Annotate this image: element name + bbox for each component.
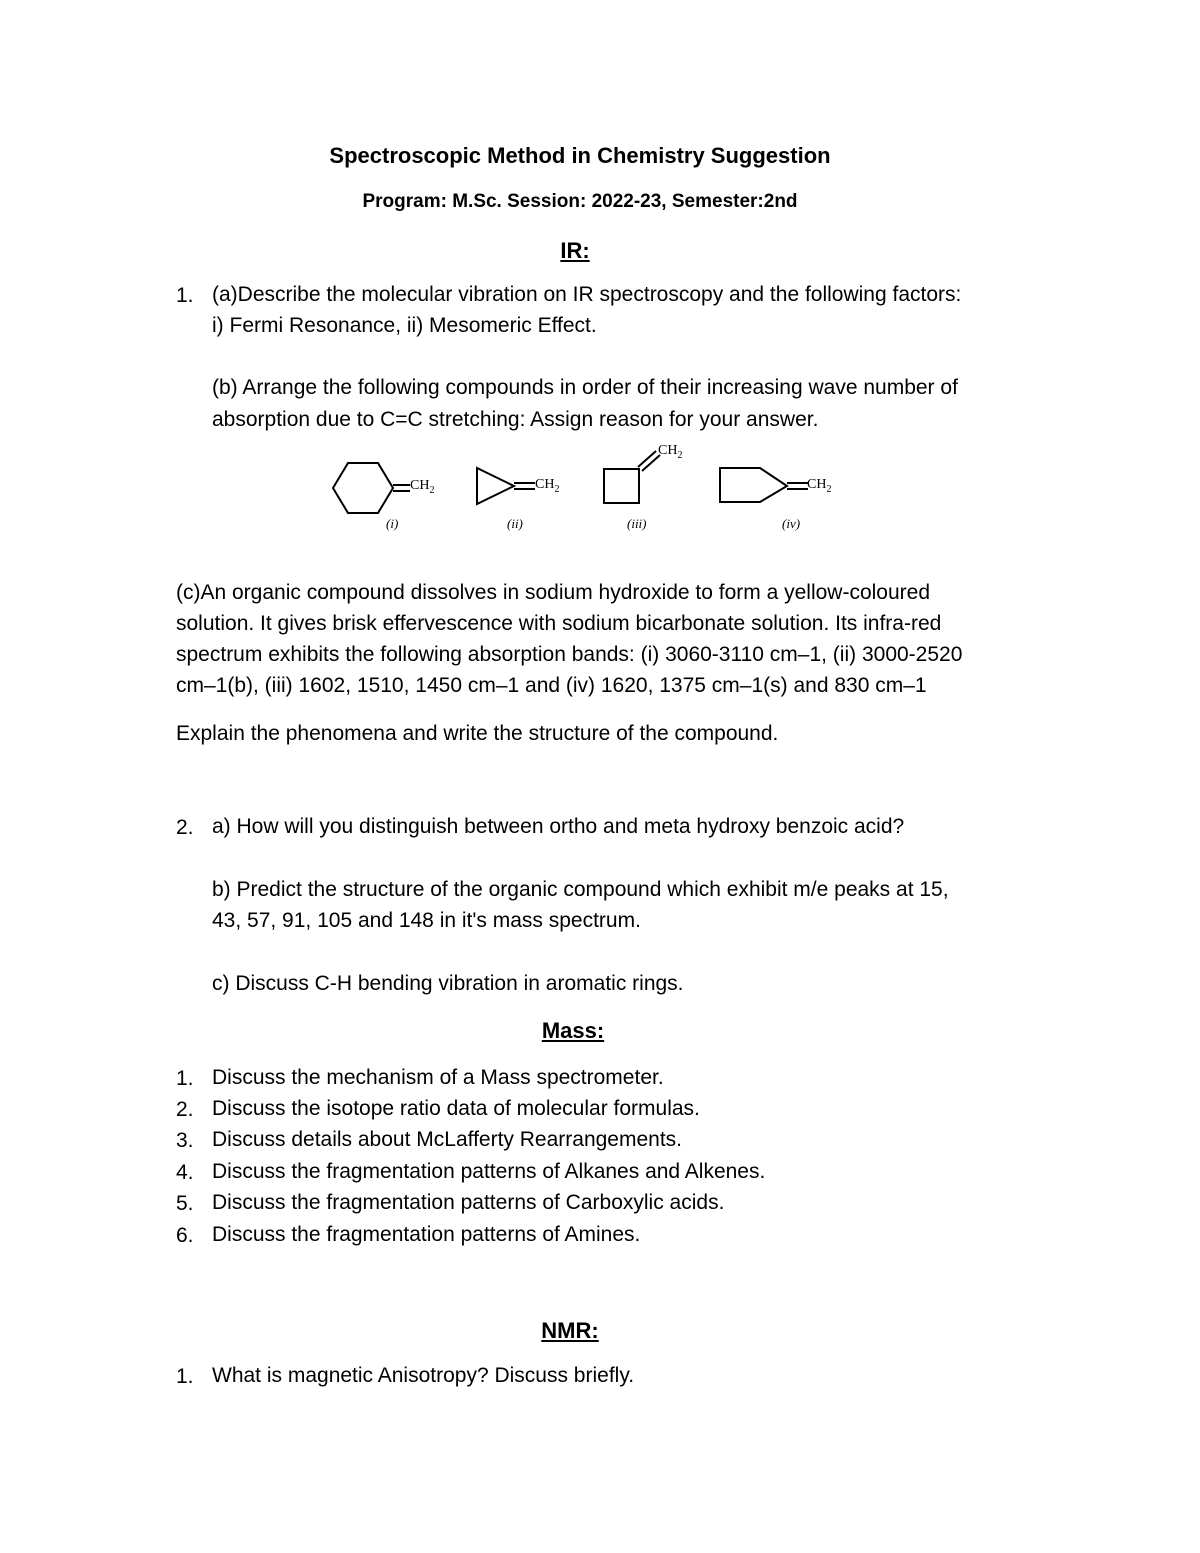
q1-part-c-line5: Explain the phenomena and write the structure of the compound. [176,722,779,745]
ch2-label: $CH_2$ [535,477,560,495]
cyclobutane-ring [604,469,639,503]
structure-label-i: (i) [386,516,399,531]
q2-part-a: a) How will you distinguish between ortho and meta hydroxy benzoic acid? [212,815,905,838]
list-item-number: 2. [176,1098,194,1121]
list-item-number: 3. [176,1129,194,1152]
list-item-number: 1. [176,1067,194,1090]
list-item-number: 5. [176,1192,194,1215]
program-subtitle: Program: M.Sc. Session: 2022-23, Semester:2nd [362,191,798,212]
q2-part-c: c) Discuss C-H bending vibration in aromatic rings. [212,972,684,995]
q1-part-c-line3: spectrum exhibits the following absorption bands: (i) 3060-3110 cm–1, (ii) 3000-2520 [176,643,963,666]
mass-heading: Mass: [541,1018,605,1043]
page-title: Spectroscopic Method in Chemistry Suggestion [329,143,831,168]
question-number: 1. [176,284,194,307]
list-item: Discuss details about McLafferty Rearrangements. [212,1128,682,1151]
cyclohexane-ring [333,463,393,513]
question-number: 2. [176,816,194,839]
q2-part-b-line1: b) Predict the structure of the organic compound which exhibit m/e peaks at 15, [212,878,949,901]
list-item-number: 4. [176,1161,194,1184]
list-item: Discuss the fragmentation patterns of Alkanes and Alkenes. [212,1160,766,1183]
structure-label-iii: (iii) [627,516,647,531]
list-item: Discuss the fragmentation patterns of Amines. [212,1223,641,1246]
list-item: Discuss the mechanism of a Mass spectrometer. [212,1066,664,1089]
q1-part-b-line1: (b) Arrange the following compounds in order of their increasing wave number of [212,376,958,399]
q1-part-c-line4: cm–1(b), (iii) 1602, 1510, 1450 cm–1 and (iv) 1620, 1375 cm–1(s) and 830 cm–1 [176,674,927,697]
q1-part-c-line1: (c)An organic compound dissolves in sodium hydroxide to form a yellow-coloured [176,581,931,604]
q1-part-b-line2: absorption due to C=C stretching: Assign reason for your answer. [212,408,819,431]
structure-label-iv: (iv) [782,516,801,531]
list-item-number: 1. [176,1365,194,1388]
methylene-cycloalkane-structures [320,436,860,536]
ch2-label: $CH_2$ [410,478,435,496]
q1-part-c-line2: solution. It gives brisk effervescence with sodium bicarbonate solution. Its infra-red [176,612,942,635]
list-item-number: 6. [176,1224,194,1247]
cyclopentane-ring [720,468,787,502]
q1-part-a-line1: (a)Describe the molecular vibration on IR spectroscopy and the following factors: [212,283,962,306]
ir-heading: IR: [560,238,590,263]
list-item: What is magnetic Anisotropy? Discuss briefly. [212,1364,635,1387]
q1-part-a-line2: i) Fermi Resonance, ii) Mesomeric Effect. [212,314,597,337]
structure-label-ii: (ii) [507,516,523,531]
ch2-label: $CH_2$ [807,477,832,495]
nmr-heading: NMR: [541,1318,599,1343]
q2-part-b-line2: 43, 57, 91, 105 and 148 in it's mass spectrum. [212,909,641,932]
ch2-label: $CH_2$ [658,443,683,461]
list-item: Discuss the fragmentation patterns of Carboxylic acids. [212,1191,725,1214]
cyclopropane-ring [477,468,514,504]
list-item: Discuss the isotope ratio data of molecular formulas. [212,1097,700,1120]
